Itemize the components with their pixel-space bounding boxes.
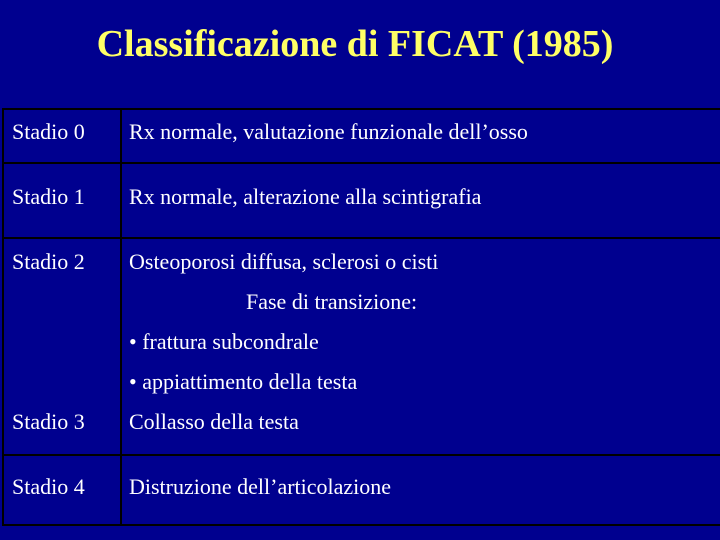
transition-heading: Fase di transizione: [246, 289, 418, 314]
stage-description: Osteoporosi diffusa, sclerosi o cisti [129, 249, 439, 274]
row-divider [4, 162, 720, 164]
row-divider [4, 454, 720, 456]
transition-item: • frattura subcondrale [129, 329, 319, 354]
stage-description: Distruzione dell’articolazione [129, 474, 392, 499]
stage-label: Stadio 1 [12, 184, 85, 209]
stage-label: Stadio 3 [12, 409, 85, 434]
slide-title: Classificazione di FICAT (1985) [96, 23, 614, 65]
column-divider [120, 110, 122, 526]
stage-label: Stadio 4 [12, 474, 85, 499]
transition-item: • appiattimento della testa [129, 369, 358, 394]
stage-label: Stadio 0 [12, 119, 85, 144]
stage-description: Collasso della testa [129, 409, 299, 434]
stage-description: Rx normale, valutazione funzionale dell’osso [129, 119, 528, 144]
row-divider [4, 237, 720, 239]
stage-description: Rx normale, alterazione alla scintigrafia [129, 184, 482, 209]
classification-table [2, 108, 720, 526]
stage-label: Stadio 2 [12, 249, 85, 274]
